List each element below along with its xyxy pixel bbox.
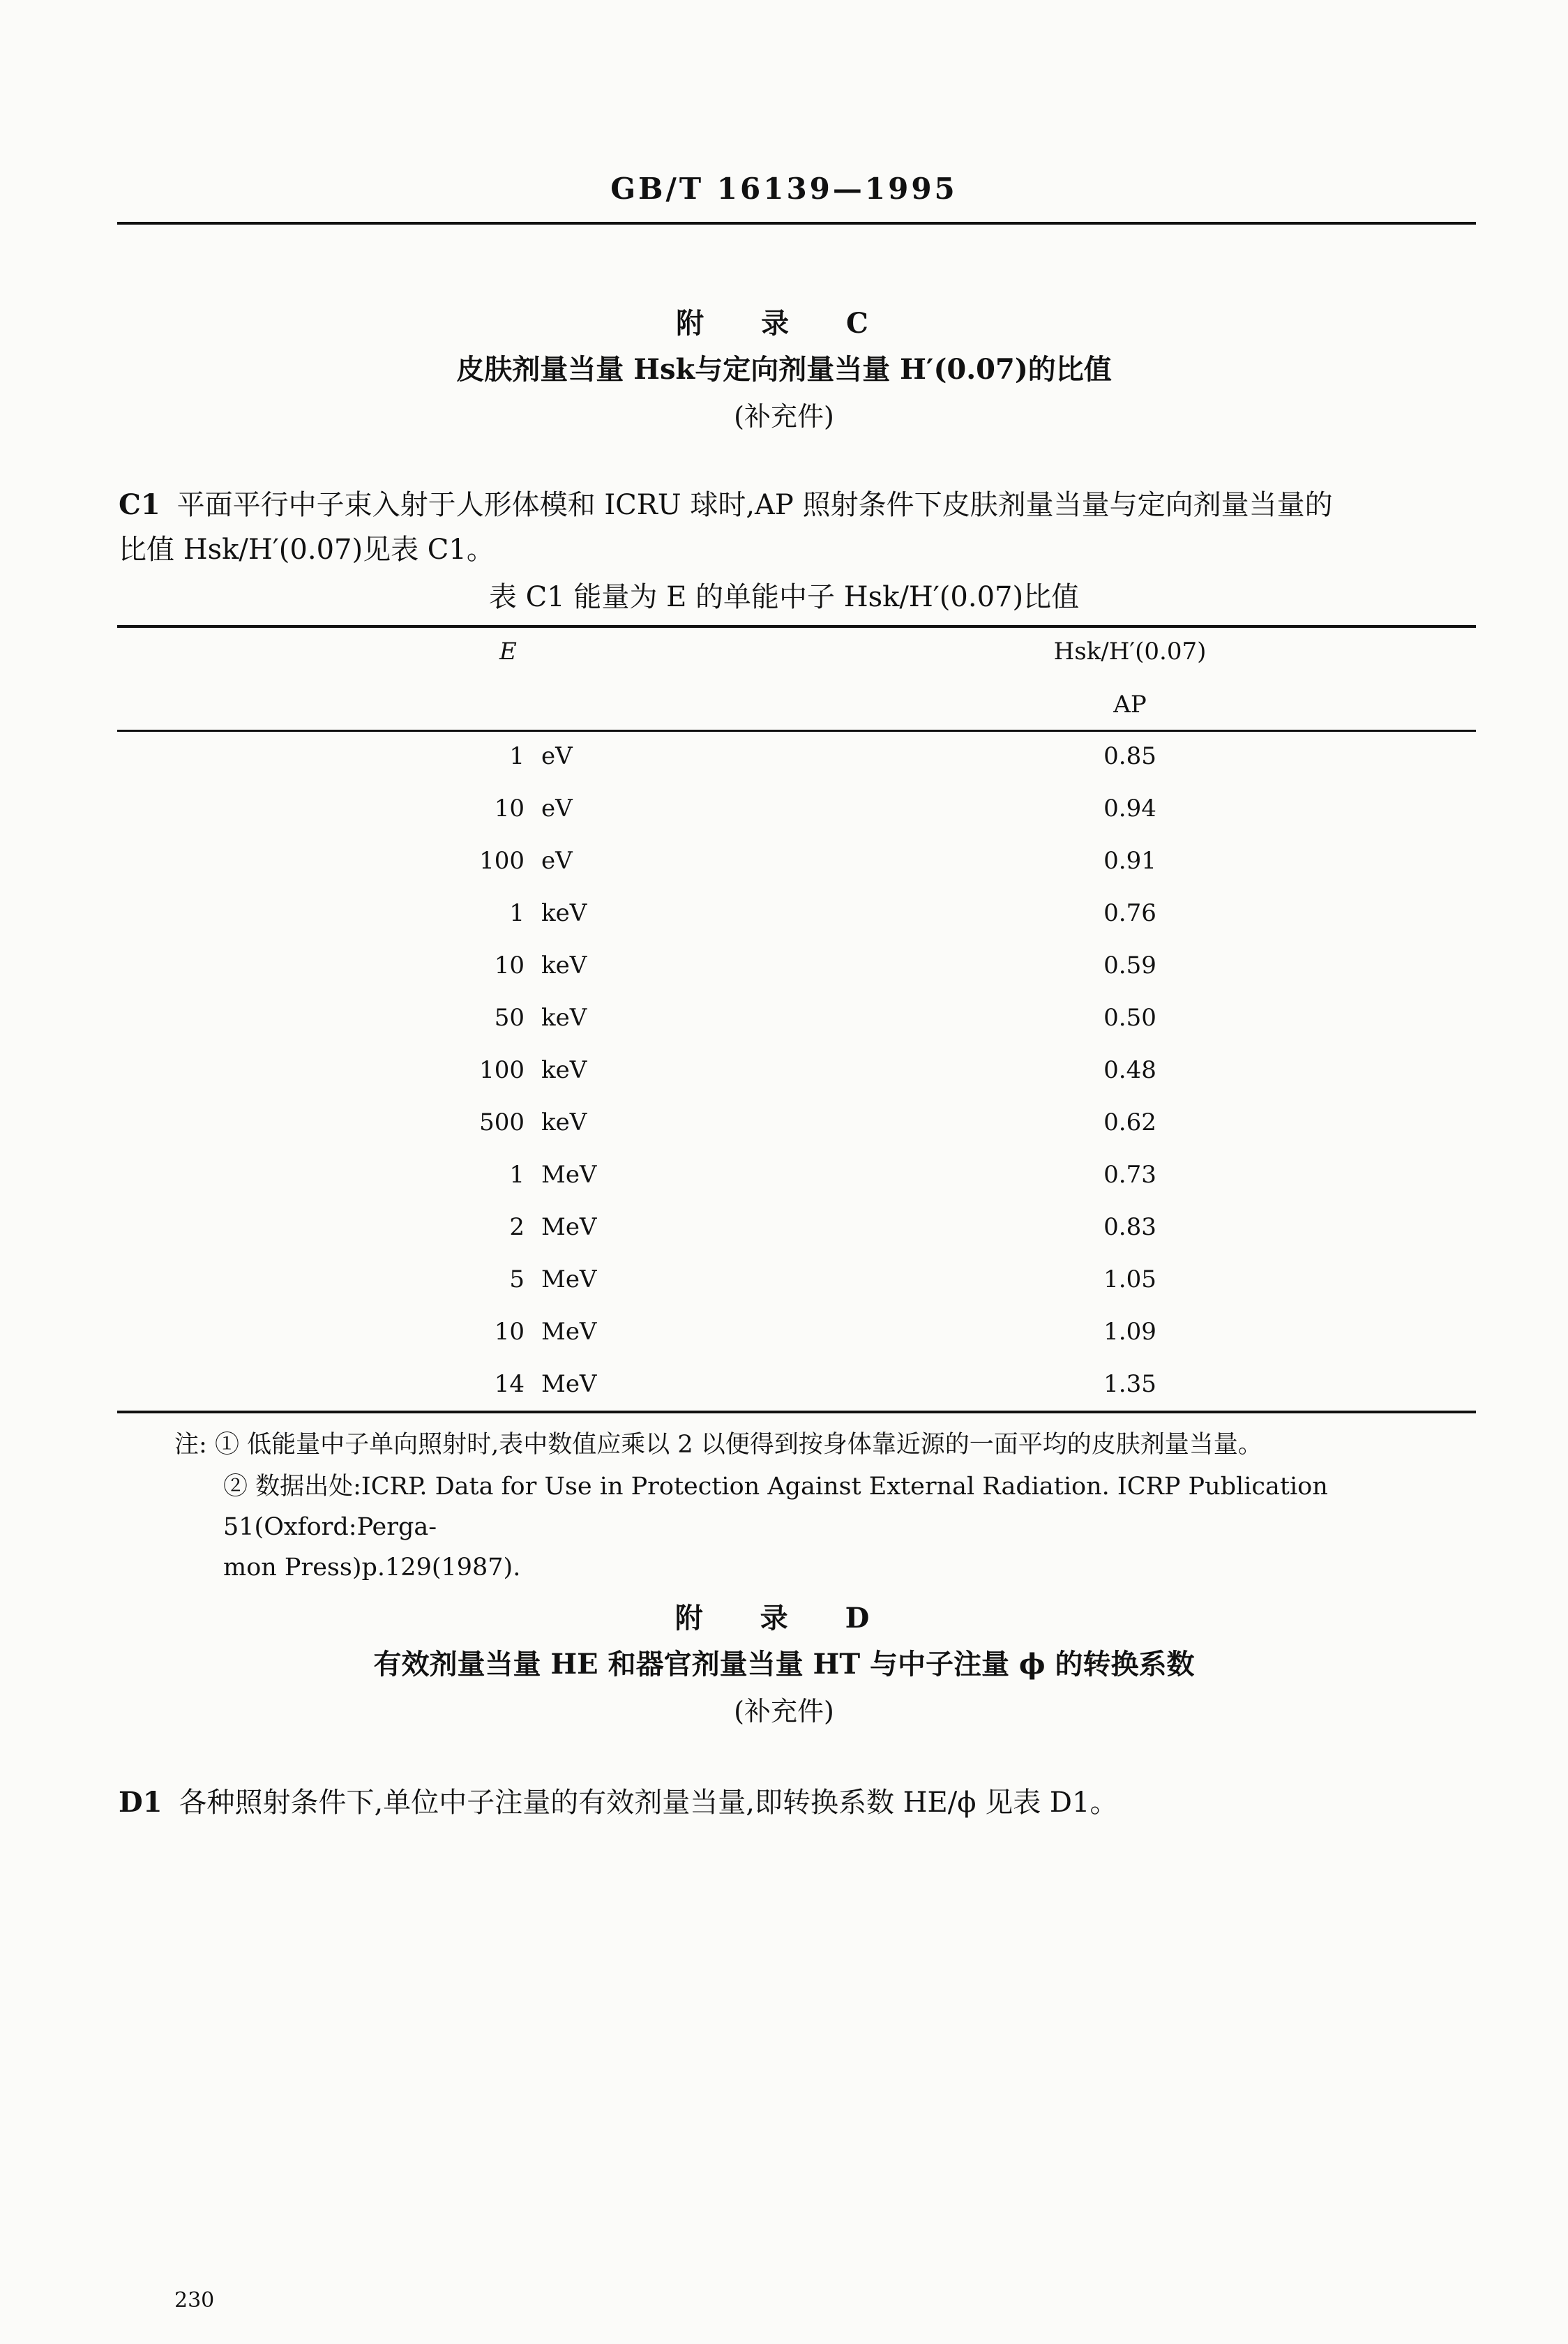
table-cell-energy: 14 — [494, 1370, 525, 1398]
table-cell-unit: keV — [541, 899, 587, 927]
table-cell-ap-value: 0.83 — [1103, 1213, 1156, 1241]
table-cell-ap-value: 0.76 — [1103, 899, 1156, 927]
table-cell-ap-value: 0.91 — [1103, 847, 1156, 875]
table-cell-energy: 50 — [494, 1004, 525, 1032]
table-bottom-rule — [117, 1411, 1476, 1413]
table-header-ap: AP — [1113, 691, 1147, 719]
table-cell-energy: 1 — [509, 1161, 525, 1189]
table-cell-energy: 100 — [479, 1056, 525, 1084]
table-cell-unit: MeV — [541, 1213, 597, 1241]
table-cell-energy: 10 — [494, 952, 525, 979]
note-1 — [174, 1425, 1262, 1465]
table-cell-ap-value: 0.62 — [1103, 1109, 1156, 1136]
note-1-text: ① 低能量中子单向照射时,表中数值应乘以 2 以便得到按身体靠近源的一面平均的皮肤剂量当量。 — [214, 1431, 1262, 1459]
table-cell-ap-value: 0.48 — [1103, 1056, 1156, 1084]
clause-d1 — [119, 1780, 1476, 1825]
table-cell-energy: 1 — [509, 742, 525, 770]
table-c1-title: 表 C1 能量为 E 的单能中子 Hsk/H′(0.07)比值 — [488, 581, 1080, 613]
table-cell-unit: MeV — [541, 1161, 597, 1189]
appendix-c-subtitle: 皮肤剂量当量 Hsk与定向剂量当量 H′(0.07)的比值 — [456, 353, 1112, 386]
table-cell-energy: 100 — [479, 847, 525, 875]
table-cell-unit: MeV — [541, 1370, 597, 1398]
note-label: 注: — [174, 1431, 207, 1459]
table-top-rule — [117, 625, 1476, 628]
clause-c1 — [119, 483, 1476, 572]
table-cell-unit: keV — [541, 1004, 587, 1032]
clause-c1-line1: 平面平行中子束入射于人形体模和 ICRU 球时,AP 照射条件下皮肤剂量当量与定向剂量当量的 — [176, 489, 1333, 521]
table-cell-unit: keV — [541, 1056, 587, 1084]
appendix-d-title: 附 录 D — [674, 1602, 894, 1635]
document-code: GB/T 16139—1995 — [610, 172, 958, 206]
table-header-ratio: Hsk/H′(0.07) — [1053, 638, 1207, 666]
table-cell-energy: 500 — [479, 1109, 525, 1136]
table-header-energy: E — [499, 638, 517, 666]
appendix-c-supplement: (补充件) — [734, 401, 834, 432]
table-header-rule — [117, 730, 1476, 732]
clause-c1-line2: 比值 Hsk/H′(0.07)见表 C1。 — [119, 534, 495, 566]
note-2-line1: ② 数据出处:ICRP. Data for Use in Protection Against External Radiation. ICRP Publication 51(Oxford:Perga- — [223, 1473, 1328, 1541]
appendix-d-supplement: (补充件) — [734, 1696, 834, 1727]
appendix-d-subtitle: 有效剂量当量 HE 和器官剂量当量 HT 与中子注量 ϕ 的转换系数 — [373, 1648, 1195, 1681]
table-cell-unit: eV — [541, 742, 573, 770]
table-cell-ap-value: 1.09 — [1103, 1318, 1156, 1346]
table-cell-unit: keV — [541, 1109, 587, 1136]
table-cell-energy: 5 — [509, 1265, 525, 1293]
appendix-c-title: 附 录 C — [676, 307, 892, 340]
table-cell-ap-value: 1.35 — [1103, 1370, 1156, 1398]
table-cell-unit: eV — [541, 795, 573, 822]
table-cell-ap-value: 0.94 — [1103, 795, 1156, 822]
table-cell-energy: 1 — [509, 899, 525, 927]
table-cell-ap-value: 0.59 — [1103, 952, 1156, 979]
clause-d1-text: 各种照射条件下,单位中子注量的有效剂量当量,即转换系数 HE/ϕ 见表 D1。 — [179, 1787, 1118, 1819]
table-cell-ap-value: 0.73 — [1103, 1161, 1156, 1189]
note-2-line2: mon Press)p.129(1987). — [223, 1554, 521, 1582]
table-cell-energy: 10 — [494, 1318, 525, 1346]
table-cell-unit: MeV — [541, 1265, 597, 1293]
table-cell-energy: 10 — [494, 795, 525, 822]
table-cell-ap-value: 1.05 — [1103, 1265, 1156, 1293]
table-cell-ap-value: 0.50 — [1103, 1004, 1156, 1032]
table-cell-unit: eV — [541, 847, 573, 875]
table-cell-ap-value: 0.85 — [1103, 742, 1156, 770]
header-rule — [117, 222, 1476, 225]
table-cell-unit: MeV — [541, 1318, 597, 1346]
table-cell-unit: keV — [541, 952, 587, 979]
clause-c1-number: C1 — [119, 488, 160, 521]
page-number: 230 — [174, 2288, 215, 2313]
clause-d1-number: D1 — [119, 1786, 163, 1819]
table-cell-energy: 2 — [509, 1213, 525, 1241]
note-2 — [223, 1466, 1479, 1588]
